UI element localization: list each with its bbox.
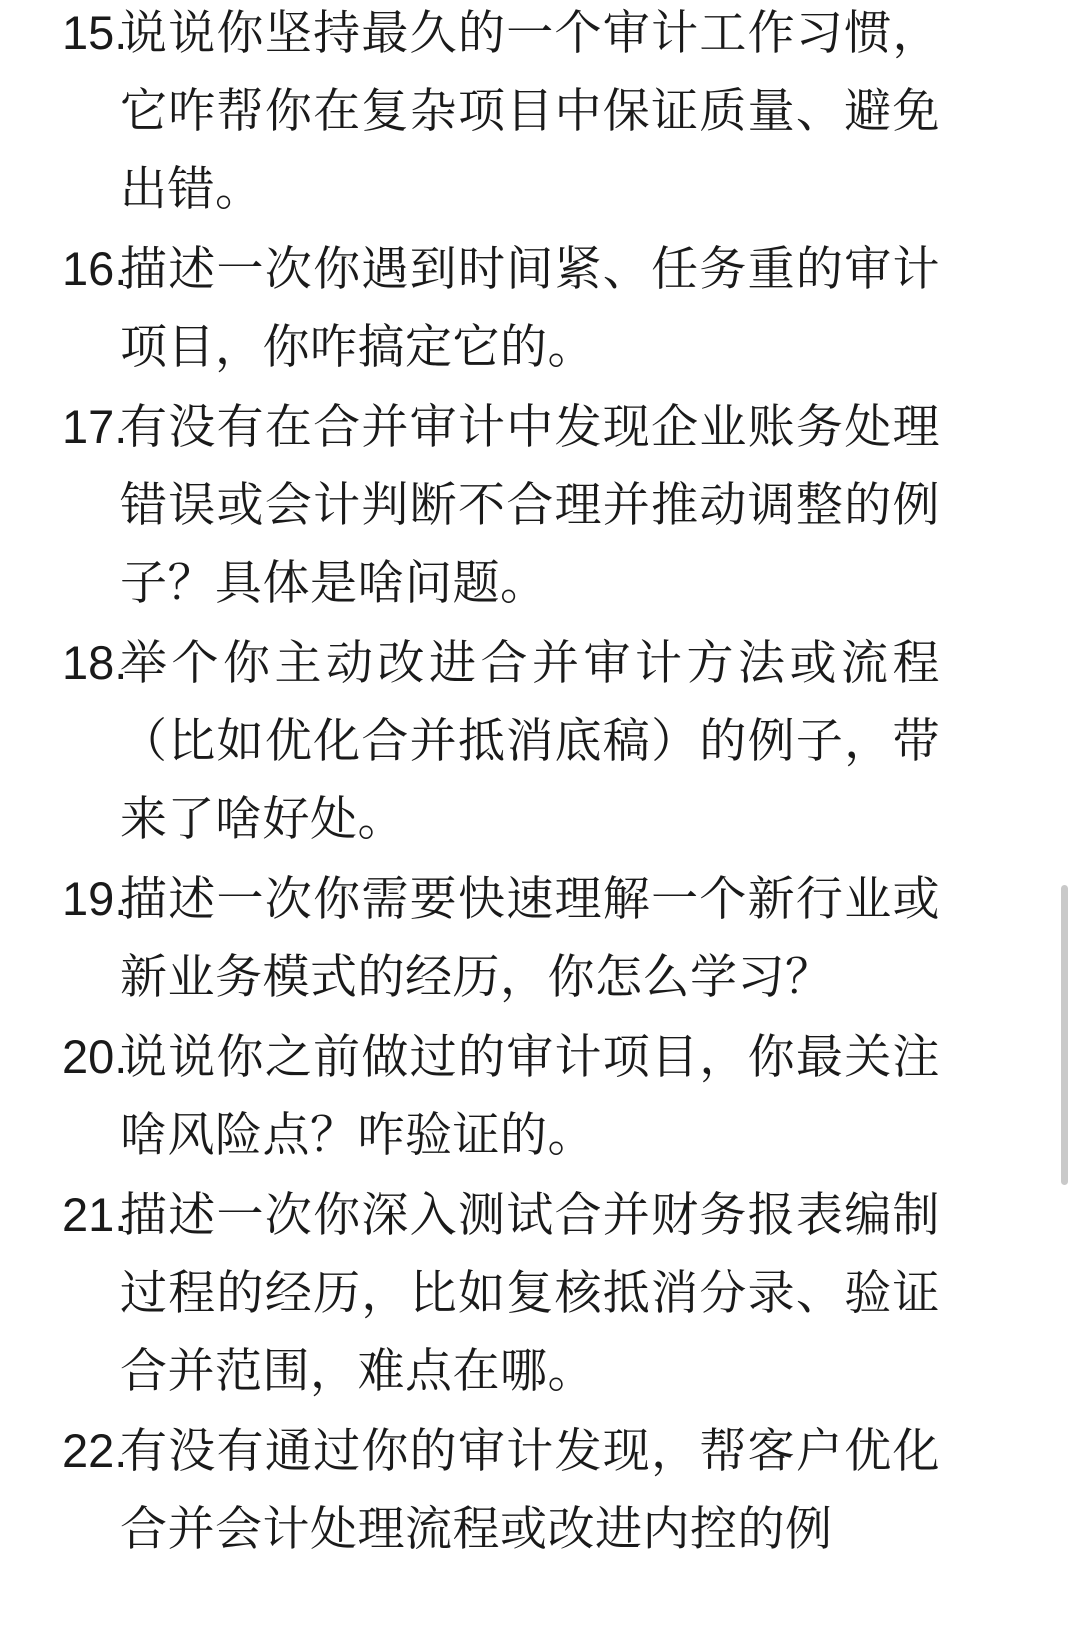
list-item-number: 20.: [62, 1030, 128, 1083]
list-item: [0, 860, 1010, 1016]
list-item-text: 描述一次你遇到时间紧、任务重的审计项目，你咋搞定它的。: [120, 242, 940, 373]
list-item: [0, 624, 1010, 858]
list-item: [0, 230, 1010, 386]
list-item-number: 16.: [62, 242, 128, 295]
list-item: [0, 388, 1010, 622]
list-item-text: 有没有通过你的审计发现，帮客户优化合并会计处理流程或改进内控的例: [120, 1424, 940, 1555]
list-item-text: 说说你之前做过的审计项目，你最关注啥风险点？咋验证的。: [120, 1030, 940, 1161]
list-item-text: 描述一次你深入测试合并财务报表编制过程的经历，比如复核抵消分录、验证合并范围，难点在哪。: [120, 1188, 940, 1397]
list-item-text: 举个你主动改进合并审计方法或流程（比如优化合并抵消底稿）的例子，带来了啥好处。: [120, 636, 940, 845]
list-item-text: 有没有在合并审计中发现企业账务处理错误或会计判断不合理并推动调整的例子？具体是啥问题。: [120, 400, 940, 609]
scrollbar-thumb[interactable]: [1061, 885, 1068, 1185]
scrollbar-track[interactable]: [1066, 0, 1074, 1649]
list-item: [0, 0, 1010, 228]
list-item: [0, 1412, 1010, 1568]
list-item-number: 15.: [62, 6, 128, 59]
list-item-text: 说说你坚持最久的一个审计工作习惯，它咋帮你在复杂项目中保证质量、避免出错。: [120, 6, 940, 215]
list-item: [0, 1018, 1010, 1174]
list-item-number: 17.: [62, 400, 128, 453]
list-item-text: 描述一次你需要快速理解一个新行业或新业务模式的经历，你怎么学习？: [120, 872, 940, 1003]
list-item-number: 21.: [62, 1188, 128, 1241]
list-item-number: 22.: [62, 1424, 128, 1477]
list-item-number: 19.: [62, 872, 128, 925]
list-item-number: 18.: [62, 636, 128, 689]
list-item: [0, 1176, 1010, 1410]
